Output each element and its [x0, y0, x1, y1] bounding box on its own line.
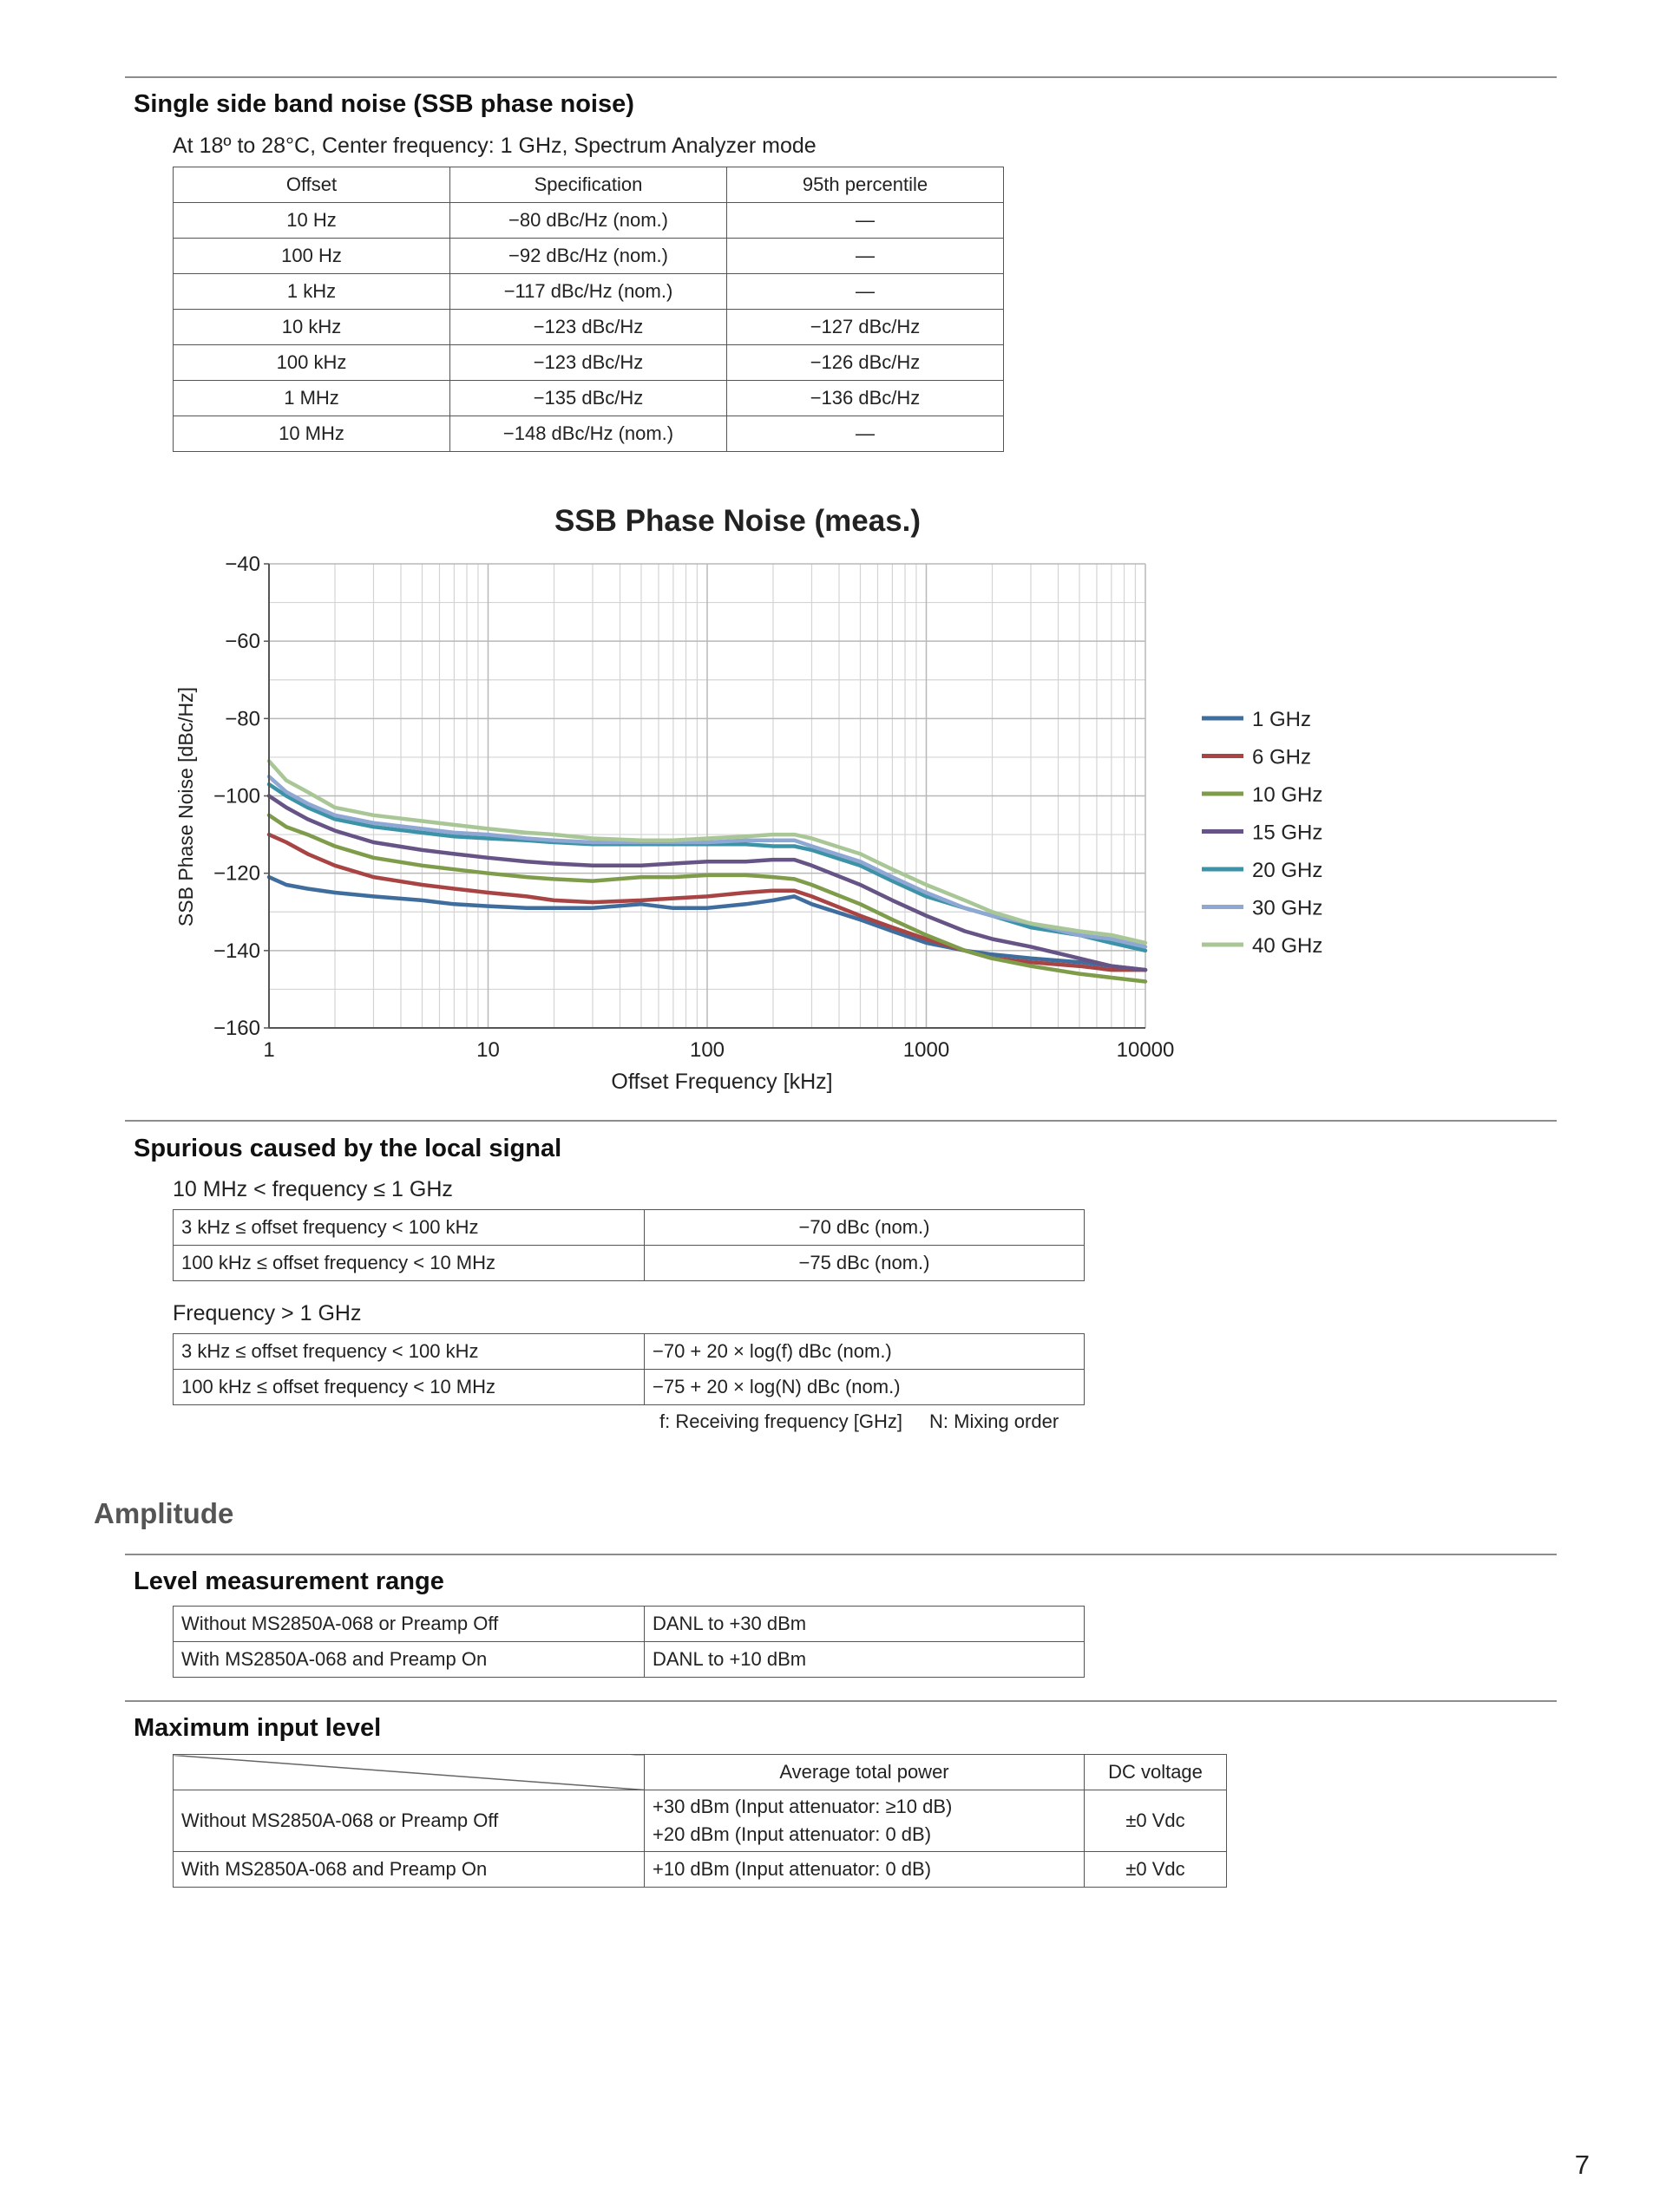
chart-title: SSB Phase Noise (meas.): [554, 504, 922, 538]
table-header: DC voltage: [1085, 1755, 1227, 1790]
amplitude-heading: Amplitude: [94, 1497, 234, 1529]
spurious-condition-1: 10 MHz < frequency ≤ 1 GHz: [173, 1177, 453, 1201]
table-header: 95th percentile: [727, 167, 1004, 203]
condition-cell: With MS2850A-068 and Preamp On: [174, 1852, 645, 1888]
table-row: [174, 1790, 1227, 1852]
spurious-value-cell: −75 dBc (nom.): [645, 1246, 1085, 1281]
offset-cell: 1 kHz: [174, 274, 450, 310]
dc-voltage-cell: ±0 Vdc: [1085, 1790, 1227, 1852]
table-row: [174, 345, 1004, 381]
table-row: [174, 1210, 1085, 1246]
spurious-table-1: [173, 1209, 1085, 1281]
x-tick-label: 100: [689, 1038, 725, 1062]
legend-label: 6 GHz: [1252, 745, 1312, 769]
x-tick-label: 1: [263, 1038, 275, 1062]
percentile-cell: —: [727, 203, 1004, 239]
spec-cell: −123 dBc/Hz: [450, 310, 727, 345]
offset-range-cell: 100 kHz ≤ offset frequency < 10 MHz: [174, 1370, 645, 1405]
x-tick-label: 1000: [902, 1038, 950, 1062]
range-cell: DANL to +10 dBm: [645, 1642, 1085, 1678]
power-line: +20 dBm (Input attenuator: 0 dB): [653, 1823, 932, 1845]
y-tick-label: −60: [225, 630, 260, 654]
corner-cell: [174, 1755, 645, 1790]
table-row: [174, 239, 1004, 274]
table-header: Specification: [450, 167, 727, 203]
ssb-heading: Single side band noise (SSB phase noise): [134, 90, 634, 118]
table-row: [174, 310, 1004, 345]
y-tick-label: −140: [213, 939, 260, 963]
offset-cell: 100 kHz: [174, 345, 450, 381]
offset-range-cell: 100 kHz ≤ offset frequency < 10 MHz: [174, 1246, 645, 1281]
dc-voltage-cell: ±0 Vdc: [1085, 1852, 1227, 1888]
spec-cell: −148 dBc/Hz (nom.): [450, 416, 727, 452]
note-mixing-order: N: Mixing order: [929, 1410, 1059, 1432]
ssb-phase-noise-chart: [165, 494, 1380, 1102]
condition-cell: Without MS2850A-068 or Preamp Off: [174, 1607, 645, 1642]
spurious-formula-cell: −70 + 20 × log(f) dBc (nom.): [645, 1334, 1085, 1370]
section-rule: [125, 1120, 1557, 1122]
table-row: [174, 1852, 1227, 1888]
offset-range-cell: 3 kHz ≤ offset frequency < 100 kHz: [174, 1210, 645, 1246]
y-axis-label: SSB Phase Noise [dBc/Hz]: [174, 686, 197, 927]
table-row: [174, 381, 1004, 416]
offset-cell: 1 MHz: [174, 381, 450, 416]
level-range-heading: Level measurement range: [134, 1567, 444, 1595]
legend-label: 10 GHz: [1252, 783, 1323, 807]
note-receiving-frequency: f: Receiving frequency [GHz]: [659, 1410, 903, 1432]
legend-label: 20 GHz: [1252, 859, 1323, 882]
condition-cell: Without MS2850A-068 or Preamp Off: [174, 1790, 645, 1852]
power-cell: [645, 1790, 1085, 1852]
x-tick-label: 10: [476, 1038, 500, 1062]
spurious-formula-cell: −75 + 20 × log(N) dBc (nom.): [645, 1370, 1085, 1405]
spurious-value-cell: −70 dBc (nom.): [645, 1210, 1085, 1246]
table-row: [174, 203, 1004, 239]
offset-cell: 10 Hz: [174, 203, 450, 239]
percentile-cell: −127 dBc/Hz: [727, 310, 1004, 345]
legend-label: 15 GHz: [1252, 821, 1323, 845]
spurious-heading: Spurious caused by the local signal: [134, 1135, 562, 1162]
table-row: [174, 1607, 1085, 1642]
y-tick-label: −160: [213, 1017, 260, 1040]
percentile-cell: −126 dBc/Hz: [727, 345, 1004, 381]
table-row: [174, 1642, 1085, 1678]
spurious-condition-2: Frequency > 1 GHz: [173, 1301, 362, 1325]
table-row: [174, 1246, 1085, 1281]
spec-cell: −123 dBc/Hz: [450, 345, 727, 381]
offset-cell: 10 MHz: [174, 416, 450, 452]
range-cell: DANL to +30 dBm: [645, 1607, 1085, 1642]
x-tick-label: 10000: [1116, 1038, 1175, 1062]
table-header: Offset: [174, 167, 450, 203]
percentile-cell: —: [727, 274, 1004, 310]
section-rule: [125, 76, 1557, 78]
table-row: [174, 274, 1004, 310]
spec-cell: −80 dBc/Hz (nom.): [450, 203, 727, 239]
level-range-table: [173, 1606, 1085, 1678]
table-row: [174, 1370, 1085, 1405]
percentile-cell: —: [727, 239, 1004, 274]
table-header-row: [174, 1755, 1227, 1790]
percentile-cell: −136 dBc/Hz: [727, 381, 1004, 416]
y-tick-label: −100: [213, 784, 260, 808]
offset-cell: 100 Hz: [174, 239, 450, 274]
max-input-heading: Maximum input level: [134, 1714, 382, 1742]
spec-cell: −117 dBc/Hz (nom.): [450, 274, 727, 310]
offset-cell: 10 kHz: [174, 310, 450, 345]
section-rule: [125, 1700, 1557, 1702]
table-row: [174, 416, 1004, 452]
legend-label: 40 GHz: [1252, 934, 1323, 958]
section-rule: [125, 1554, 1557, 1555]
table-row: [174, 1334, 1085, 1370]
y-tick-label: −40: [225, 553, 260, 576]
ssb-table: [173, 167, 1004, 452]
y-tick-label: −120: [213, 861, 260, 886]
table-header-row: [174, 167, 1004, 203]
x-axis-label: Offset Frequency [kHz]: [611, 1070, 833, 1094]
spec-cell: −92 dBc/Hz (nom.): [450, 239, 727, 274]
percentile-cell: —: [727, 416, 1004, 452]
y-tick-label: −80: [225, 707, 260, 731]
power-line: +30 dBm (Input attenuator: ≥10 dB): [653, 1796, 953, 1817]
spec-cell: −135 dBc/Hz: [450, 381, 727, 416]
condition-cell: With MS2850A-068 and Preamp On: [174, 1642, 645, 1678]
legend-label: 30 GHz: [1252, 896, 1323, 920]
max-input-table: [173, 1754, 1227, 1888]
legend-label: 1 GHz: [1252, 708, 1312, 731]
ssb-condition: At 18º to 28°C, Center frequency: 1 GHz, Spectrum Analyzer mode: [173, 134, 817, 158]
offset-range-cell: 3 kHz ≤ offset frequency < 100 kHz: [174, 1334, 645, 1370]
table-header: Average total power: [645, 1755, 1085, 1790]
power-cell: +10 dBm (Input attenuator: 0 dB): [645, 1852, 1085, 1888]
spurious-table-2: [173, 1333, 1085, 1405]
legend: [1202, 708, 1322, 958]
page-number: 7: [1574, 2150, 1590, 2180]
